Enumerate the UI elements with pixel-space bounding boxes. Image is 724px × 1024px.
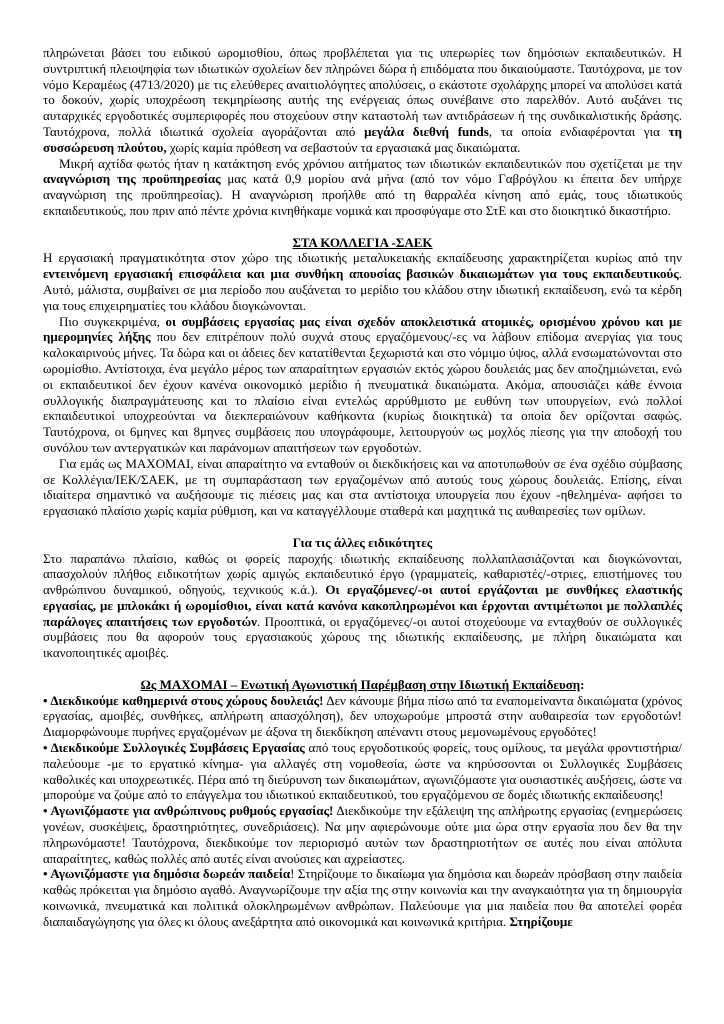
- text-run: Στο παραπάνω πλαίσιο, καθώς οι φορείς παροχής ιδιωτικής εκπαίδευσης πολλαπλασιάζονται και διογκώνονται, απασχολούν πλήθος ειδικοτήτων χωρίς αμιγώς εκπαιδευτικό έργο (γραμματείς, καθαριστές/-στριες, επιστήμονες του ανθρώπινου δυναμικού, οδηγούς, τεχνικούς κ.ά.).: [43, 550, 682, 598]
- text-run: που δεν επιτρέπουν πολύ συχνά στους εργαζόμενους/-ες να λάβουν επίδομα ανεργίας για τους καλοκαιρινούς μήνες. Τα δώρα και οι άδειες δεν κατατίθενται ξεχωριστά και στο νόμιμο ύψος, αλλά ενσωματώνονται στο ωρομίσθιο. Αντίστοιχα, ένα μεγάλο μέρος των απαραίτητων εργασιών εκτός χώρου δουλειάς μας δεν αποζημιώνεται, ενώ οι εκπαιδευτικοί δεν έχουν κανένα οικονομικό μερίδιο ή πνευματικά δικαιώματα. Ακόμα, απουσιάζει κάθε έννοια συλλογικής διαπραγμάτευσης και το πλαίσιο είναι εντελώς αρρύθμιστο με ευθύνη των υπουργείων, ενώ πολλοί εκπαιδευτικοί υποχρεούνται να διεκπεραιώνουν καθήκοντα (κυρίως διοικητικά) τα οποία δεν ορίζονται σαφώς. Ταυτόχρονα, οι 6μηνες και 8μηνες συμβάσεις που υπογράφουμε, λειτουργούν ως μοχλός πίεσης για την αποδοχή του συνόλου των αντεργατικών και παράνομων απαιτήσεων των εργοδοτών.: [43, 329, 682, 455]
- text-run: Στηρίζουμε: [509, 913, 573, 929]
- text-run: Αγωνιζόμαστε για ανθρώπινους ρυθμούς εργασίας!: [50, 803, 334, 819]
- text-run: μας κατά 0,9 μορίου ανά μήνα (από τον νόμο Γαβρόγλου κι έπειτα δεν υπήρχε αναγνώριση της προϋπηρεσίας). Η αναγνώριση προήλθε από τη θαρραλέα κίνηση από εμάς, τους ιδιωτικούς εκπαιδευτικούς, που πριν από πέντε χρόνια κινηθήκαμε νομικά και προσφύγαμε στο ΣτΕ και στο διοικητικό δικαστήριο.: [43, 171, 682, 218]
- text-run: Διεκδικούμε καθημερινά στους χώρους δουλειάς!: [50, 692, 324, 708]
- text-run: Μικρή αχτίδα φωτός ήταν η κατάκτηση ενός χρόνιου αιτήματος των ιδιωτικών εκπαιδευτικών που σχετίζεται με την: [59, 155, 682, 171]
- bullet-marker: •: [43, 803, 51, 819]
- text-run: . Προοπτικά, οι εργαζόμενες/-οι αυτοί στοχεύουμε να ενταχθούν σε συλλογικές συμβάσεις που θα αφορούν τους εργασιακούς χώρους της ιδιωτικής εκπαίδευσης, με πλήρη δικαιώματα και ικανοποιητικές αμοιβές.: [43, 613, 682, 661]
- bullet-item: [43, 866, 682, 929]
- section-heading: Ως ΜΑΧΟΜΑΙ – Ενωτική Αγωνιστική Παρέμβαση στην Ιδιωτική Εκπαίδευση:: [140, 676, 585, 692]
- text-run: Αγωνιζόμαστε για δημόσια δωρεάν παιδεία: [50, 866, 291, 882]
- section-heading-text: Για τις άλλες ειδικότητες: [292, 534, 433, 550]
- text-run: Η εργασιακή πραγματικότητα στον χώρο της ιδιωτικής μεταλυκειακής εκπαίδευσης χαρακτηρίζεται κυρίως από την: [43, 250, 682, 266]
- text-run: οι συμβάσεις εργασίας μας είναι σχεδόν αποκλειστικά ατομικές, ορισμένου χρόνου και με ημερομηνίες λήξης: [43, 313, 682, 345]
- paragraph: [43, 551, 682, 662]
- section-heading: [43, 235, 682, 251]
- text-run: ! Στηρίζουμε το δικαίωμα για δημόσια και δωρεάν πρόσβαση στην παιδεία καθώς πρόκειται για δημόσιο αγαθό. Αναγνωρίζουμε την αξία της στην κοινωνία και την αναγκαιότητα για τη δημιουργία κοινωνικά, πνευματικά και πολιτικά ολοκληρωμένων ανθρώπων. Παλεύουμε για μια παιδεία που θα αποτελεί φορέα διαπαιδαγώγησης για όλες κι όλους ανεξάρτητα από οικονομικά και κοινωνικά κριτήρια.: [43, 866, 682, 929]
- text-run: Πιο συγκεκριμένα,: [59, 313, 166, 329]
- text-run: χωρίς καμία πρόθεση να σεβαστούν τα εργασιακά μας δικαιώματα.: [166, 139, 521, 155]
- text-run: . Αυτό, μάλιστα, συμβαίνει σε μια περίοδο που αυξάνεται το μερίδιο του κλάδου στην ιδιωτική εκπαίδευση, ενώ τα κέρδη για τους επιχειρηματίες του κλάδου διογκώνονται.: [43, 266, 682, 313]
- text-run: από τους εργοδοτικούς φορείς, τους ομίλους, τα μεγάλα φροντιστήρια/παλεύουμε -με το εργατικό κίνημα- για αλλαγές στη νομοθεσία, ώστε να κηρύσσονται οι Συλλογικές Συμβάσεις καθολικές και υποχρεωτικές. Πέρα από τη διεύρυνση των δικαιωμάτων, αγωνιζόμαστε για ουσιαστικές αυξήσεις, ώστε να μπορούμε να ζούμε από το επάγγελμα του ιδιωτικού εκπαιδευτικού, του εργαζόμενου σε δομές ιδιωτικής εκπαίδευσης!: [43, 740, 682, 803]
- bullet-item: [43, 693, 682, 740]
- section-heading-text: ΣΤΑ ΚΟΛΛΕΓΙΑ -ΣΑΕΚ: [292, 234, 433, 250]
- section-heading-text: Ως ΜΑΧΟΜΑΙ – Ενωτική Αγωνιστική Παρέμβαση στην Ιδιωτική Εκπαίδευση: [140, 676, 581, 692]
- paragraph: [43, 314, 682, 456]
- bullet-marker: •: [43, 740, 51, 756]
- section-heading: [43, 535, 682, 551]
- paragraph: [43, 456, 682, 519]
- bullet-item: [43, 740, 682, 803]
- bullet-marker: •: [43, 866, 51, 882]
- bullet-marker: •: [43, 692, 51, 708]
- text-run: Διεκδικούμε την εξάλειψη της απλήρωτης εργασίας (ενημερώσεις γονέων, συσκέψεις, δραστηριότητες, συνεδριάσεις). Να μην αφιερώνουμε ούτε μια ώρα στην εργασία που δεν θα την πληρωνόμαστε! Ταυτόχρονα, διεκδικούμε τον περιορισμό αυτών των δραστηριοτήτων σε αυτές που είναι απόλυτα απαραίτητες, καθώς πολλές από αυτές είναι ανούσιες και αχρείαστες.: [43, 803, 683, 866]
- paragraph: [43, 156, 682, 219]
- text-run: πληρώνεται βάσει του ειδικού ωρομισθίου, όπως προβλέπεται για τις υπερωρίες των δημόσιων εκπαιδευτικών. Η συντριπτική πλειοψηφία των ιδιωτικών σχολείων δεν πληρώνει δώρα ή επιδόματα που δικαιούμαστε. Ταυτόχρονα, με τον νόμο Κεραμέως (4713/2020) με τις ελεύθερες αναιτιολόγητες απολύσεις, ο εκάστοτε σχολάρχης μπορεί να απολύσει κατά το δοκούν, χωρίς υποχρέωση τεκμηρίωσης αυτής της ενέργειας όπως συνέβαινε στο παρελθόν. Αυτό αυξάνει τις αυταρχικές εργοδοτικές συμπεριφορές που στοχεύουν στην καταστολή των αντιδράσεων ή της συνδικαλιστικής δράσης. Ταυτόχρονα, πολλά ιδιωτικά σχολεία αγοράζονται από: [43, 45, 682, 139]
- text-run: , τα οποία ενδιαφέρονται για: [488, 123, 669, 139]
- text-run: αναγνώριση της προϋπηρεσίας: [43, 171, 221, 187]
- paragraph: [43, 250, 682, 313]
- text-run: μεγάλα διεθνή funds: [364, 123, 489, 139]
- text-run: Δεν κάνουμε βήμα πίσω από τα εναπομείναντα δικαιώματα (χρόνος εργασίας, αμοιβές, συνθήκες, απλήρωτη απασχόληση), δεν υποχωρούμε μπροστά στην αυθαιρεσία των εργοδοτών! Διαμορφώνουμε πυρήνες εργαζομένων με άξονα τη διεκδίκηση απέναντι στους μεμονωμένους εργοδότες!: [43, 692, 682, 740]
- text-run: εντεινόμενη εργασιακή επισφάλεια και μια συνθήκη απουσίας βασικών δικαιωμάτων για τους εκπαιδευτικούς: [43, 266, 679, 282]
- text-run: Για εμάς ως ΜΑΧΟΜΑΙ, είναι απαραίτητο να ενταθούν οι διεκδικήσεις και να αποτυπωθούν σε ένα σχέδιο σύμβασης σε Κολλέγια/ΙΕΚ/ΣΑΕΚ, με τη συμπαράσταση των εργαζομένων από αυτούς τους χώρους δουλειάς. Επίσης, είναι ιδιαίτερα σημαντικό να αυξήσουμε τις πιέσεις μας και στα αντίστοιχα υπουργεία που έχουν -ηθελημένα- αφήσει το εργασιακό πλαίσιο χωρίς καμία ρύθμιση, και να καταγγέλλουμε σταθερά και μαχητικά τις αυθαιρεσίες των ομίλων.: [43, 455, 682, 519]
- text-run: Οι εργαζόμενες/-οι αυτοί εργάζονται με συνθήκες ελαστικής εργασίας, με μπλοκάκι ή ωρομίσθιοι, είναι κατά κανόνα κακοπληρωμένοι και έρχονται αντιμέτωποι με πολλαπλές παράλογες απαιτήσεις των εργοδοτών: [43, 582, 682, 629]
- text-run: τη συσσώρευση πλούτου,: [43, 123, 683, 155]
- text-run: Διεκδικούμε Συλλογικές Συμβάσεις Εργασίας: [50, 740, 305, 756]
- bullet-item: [43, 803, 682, 866]
- paragraph: [43, 45, 682, 156]
